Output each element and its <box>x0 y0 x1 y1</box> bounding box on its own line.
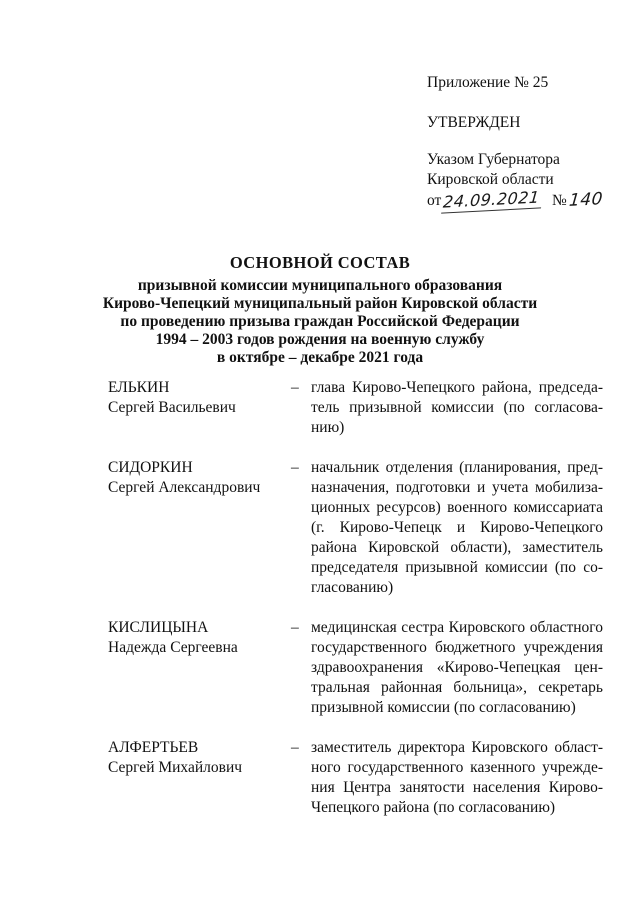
role-line: ного государственного казенного учрежде- <box>311 759 603 776</box>
title-line: 1994 – 2003 годов рождения на военную службу <box>155 331 485 348</box>
appendix-label: Приложение № 25 <box>427 74 549 91</box>
member-role <box>311 618 603 718</box>
handwritten-number: 140 <box>567 189 604 211</box>
member-given-names: Сергей Александрович <box>108 479 261 496</box>
member-name <box>108 618 283 658</box>
document-title <box>80 253 560 367</box>
decree-line-1: Указом Губернатора <box>427 151 560 168</box>
role-line: начальник отделения (планирования, пред- <box>311 459 603 476</box>
member-surname: ЕЛЬКИН <box>108 379 170 396</box>
member-entry <box>108 378 603 438</box>
title-line: Кирово-Чепецкий муниципальный район Кировской области <box>102 295 538 312</box>
approved-label: УТВЕРЖДЕН <box>427 114 521 131</box>
title-line: по проведению призыва граждан Российской Федерации <box>120 313 520 330</box>
member-entry <box>108 458 603 598</box>
title-line: призывной комиссии муниципального образования <box>137 277 503 294</box>
number-sign: № <box>551 192 567 209</box>
member-given-names: Надежда Сергеевна <box>108 639 238 656</box>
member-name <box>108 738 283 778</box>
member-surname: КИСЛИЦЫНА <box>108 619 209 636</box>
title-main: ОСНОВНОЙ СОСТАВ <box>229 253 411 272</box>
member-entry <box>108 738 603 818</box>
member-dash: – <box>291 379 299 396</box>
member-surname: СИДОРКИН <box>108 459 193 476</box>
member-name <box>108 378 283 418</box>
role-line: района Кировской области), заместитель <box>311 539 603 556</box>
member-dash: – <box>291 619 299 636</box>
role-line: Чепецкого района (по согласованию) <box>311 799 556 816</box>
role-line: заместитель директора Кировского област- <box>311 739 603 756</box>
decree-date-number-row <box>427 187 627 212</box>
role-line: назначения, подготовки и учета мобилиза- <box>311 479 603 496</box>
from-label: от <box>427 192 442 209</box>
member-role <box>311 458 603 598</box>
role-line: тель призывной комиссии (по согласова- <box>311 399 603 416</box>
role-line: гласованию) <box>311 579 394 596</box>
role-line: ния Центра занятости населения Кирово- <box>311 779 603 796</box>
decree-line-2: Кировской области <box>427 171 554 188</box>
role-line: председателя призывной комиссии (по со- <box>311 559 603 576</box>
role-line: нию) <box>311 419 345 436</box>
member-role <box>311 378 603 438</box>
role-line: государственного бюджетного учреждения <box>311 639 603 656</box>
role-line: (г. Кирово-Чепецк и Кирово-Чепецкого <box>311 519 603 536</box>
member-entry <box>108 618 603 718</box>
role-line: ционных ресурсов) военного комиссариата <box>311 499 603 516</box>
role-line: призывной комиссии (по согласованию) <box>311 699 576 716</box>
title-line: в октябре – декабре 2021 года <box>216 349 424 366</box>
role-line: тральная районная больница», секретарь <box>311 679 603 696</box>
member-dash: – <box>291 739 299 756</box>
approval-stamp-block <box>427 73 627 211</box>
handwritten-date: 24.09.2021 <box>441 187 542 213</box>
member-surname: АЛФЕРТЬЕВ <box>108 739 199 756</box>
member-dash: – <box>291 459 299 476</box>
member-name <box>108 458 283 498</box>
role-line: здравоохранения «Кирово-Чепецкая цен- <box>311 659 603 676</box>
member-given-names: Сергей Васильевич <box>108 399 236 416</box>
member-role <box>311 738 603 818</box>
commission-member-list <box>108 378 603 838</box>
role-line: глава Кирово-Чепецкого района, председа- <box>311 379 603 396</box>
member-given-names: Сергей Михайлович <box>108 759 243 776</box>
role-line: медицинская сестра Кировского областного <box>311 619 603 636</box>
